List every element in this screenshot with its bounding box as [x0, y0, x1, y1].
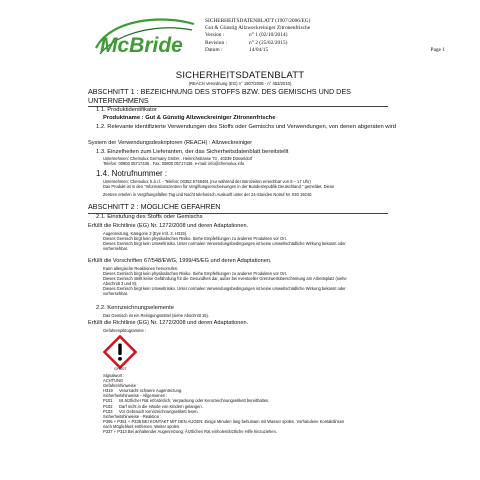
logo-wordmark: McBride — [100, 34, 183, 57]
document-subtitle: (REACH Verordnung (EG) n° 1907/2006 - n° 453/2010) — [188, 81, 292, 86]
product-name: Produktname : Gut & Günstig Allzweckreiniger Zitronenfrische — [103, 115, 276, 121]
document-title: SICHERHEITSDATENBLATT — [175, 70, 305, 81]
heading-1-1: 1.1. Produktidentifikator — [96, 107, 157, 113]
clp-heading: Erfüllt die Richtlinie (EG) Nr. 1272/2008 und deren Adaptationen. — [88, 223, 249, 229]
pictogram-code: GHS07 — [114, 367, 127, 371]
signal-word: ACHTUNG — [103, 378, 124, 384]
precaution-statement: P102 Darf nicht in die Hände von Kindern gelangen. — [103, 403, 203, 409]
label-heading: Erfüllt die Richtlinie (EG) Nr. 1272/2008 und deren Adaptationen. — [88, 320, 249, 326]
heading-1-2: 1.2. Relevante identifizierte Verwendungen des Stoffs oder Gemischs und Verwendungen, von denen abgeraten wird — [96, 124, 396, 130]
clp-details: Augenreizung, Kategorie 2 (Eye Irrit. 2, H319). Dieses Gemisch birgt kein physikalisches Risiko. Siehe Empfehlungen zu anderen Produkten vor Ort. Dieses Gemisch birgt kein Umweltrisiko. Unter normalen Verwendungsbedingungen ist keine umweltschädliche Wirkung bekannt oder vorhersehbar. — [103, 231, 346, 252]
heading-2-2: 2.2. Kennzeichnungselemente — [96, 305, 174, 311]
emergency-details: Unternehmen: Chemolux S.à r.l. - Telefon: 00352 5748491 (nur während der Bürozeiten erreichbar von 8 – 17 Uhr) Das Produkt ist in den "Informationszentren für Vergiftungserscheinungen in der Bundesrepublik Deutschland " gemeldet. Diese Zentren erteilen in Vergiftungsfällen Tag und Nacht telefonisch Auskunft unter der 24-Stunden Notruf Nr. 030 19240. — [103, 179, 335, 198]
header-revision-row: Revision : n° 2 (25/02/2015) — [205, 39, 288, 46]
precaution-statement: P101 Ist ärztlicher Rat erforderlich, Verpackung oder Kennzeichnungsetikett bereithalten. — [103, 398, 270, 404]
pictogram-title: Gefahrenpiktogramme : — [103, 328, 147, 333]
mcbride-logo — [90, 14, 198, 62]
use-descriptor: System der Verwendungsdeskriptoren (REACH) : Allzweckreiniger — [88, 140, 253, 146]
page-number: Page 1 — [430, 46, 445, 53]
header-product: Gut & Günstig Allzweckreiniger Zitronenfrische — [205, 25, 311, 32]
heading-1-4: 1.4. Notrufnummer : — [96, 169, 168, 178]
ghs07-exclamation-icon — [103, 335, 137, 369]
header-version-row: Version : n° 1 (02/10/2014) — [205, 32, 288, 39]
dsd-heading: Erfüllt die Vorschriften 67/548/EWG, 1999/45/EG und deren Adaptationen. — [88, 258, 272, 264]
precaution-reaction: P305 + P351 + P338 BEI KONTAKT MIT DEN AUGEN: Einige Minuten lang behutsam mit Wasser spülen. Vorhandene Kontaktlinsen — [103, 418, 345, 424]
heading-1-3: 1.3. Einzelheiten zum Lieferanten, der das Sicherheitsdatenblatt bereitstellt — [96, 149, 289, 155]
document-name: SICHERHEITSDATENBLATT (1907/2006/EG) — [205, 18, 311, 24]
supplier-details: Unternehmen: Chemolux Germany GmbH . Heinrichstrasse 73 , 40239 Düsseldorf Telefon: 00800 05717436 . Fax: 00800 05717436. e-mail: info@chemolux.info — [103, 156, 253, 167]
label-note: Das Gemisch ist ein Reinigungsmittel (siehe Abschnitt 15). — [103, 313, 210, 318]
header-date-row: Datum : 14/04/15 — [205, 46, 269, 53]
document-header — [205, 18, 445, 54]
label-elements: Signalwort : ACHTUNG Gefahrenhinweise : H319 Verursacht schwere Augenreizung. Sicherheitshinweise - Allgemeines : P101 Ist ärztlicher Rat erforderlich, Verpackung oder Kennzeichnungsetikett bereithalten. P102 Darf nicht in die Hände von Kindern gelangen. P103 Vor Gebrauch Kennzeichnungsetikett lesen. Sicherheitshinweise - Reaktion : P305 + P351 + P338 BEI KONTAKT MIT DEN AUGEN: Einige Minuten lang behutsam mit Wasser spülen. Vorhandene Kontaktlinsen nach Möglichkeit entfernen. Weiter spülen. P337 + P313 Bei anhaltender Augenreizung: Ärztlichen Rat einholen/ärztliche Hilfe hinzuziehen. — [103, 373, 393, 434]
precaution-statement: P103 Vor Gebrauch Kennzeichnungsetikett lesen. — [103, 408, 199, 414]
section-2-heading: ABSCHNITT 2 : MÖGLICHE GEFAHREN — [88, 203, 388, 214]
heading-2-1: 2.1. Einstufung des Stoffs oder Gemischs — [96, 214, 203, 220]
dsd-details: Kann allergische Reaktionen hervorrufen. Dieses Gemisch birgt kein physikalisches Risiko. Siehe Empfehlungen zu anderen Produkten vor Ort. Dieses Gemisch stellt keine Gefährdung für die Gesundheit dar, außer bei eventueller Grenzwertüberschreitung am Arbeitsplatz (siehe Abschnitt 3 und 8). Dieses Gemisch birgt kein Umweltrisiko. Unter normalen Verwendungsbedingungen ist keine umweltschädliche Wirkung bekannt oder vorhersehbar. — [103, 266, 347, 297]
section-1-heading: ABSCHNITT 1 : BEZEICHNUNG DES STOFFS BZW. DES GEMISCHS UND DES UNTERNEHMENS — [88, 88, 388, 107]
hazard-statement: H319 Verursacht schwere Augenreizung. — [103, 388, 183, 394]
